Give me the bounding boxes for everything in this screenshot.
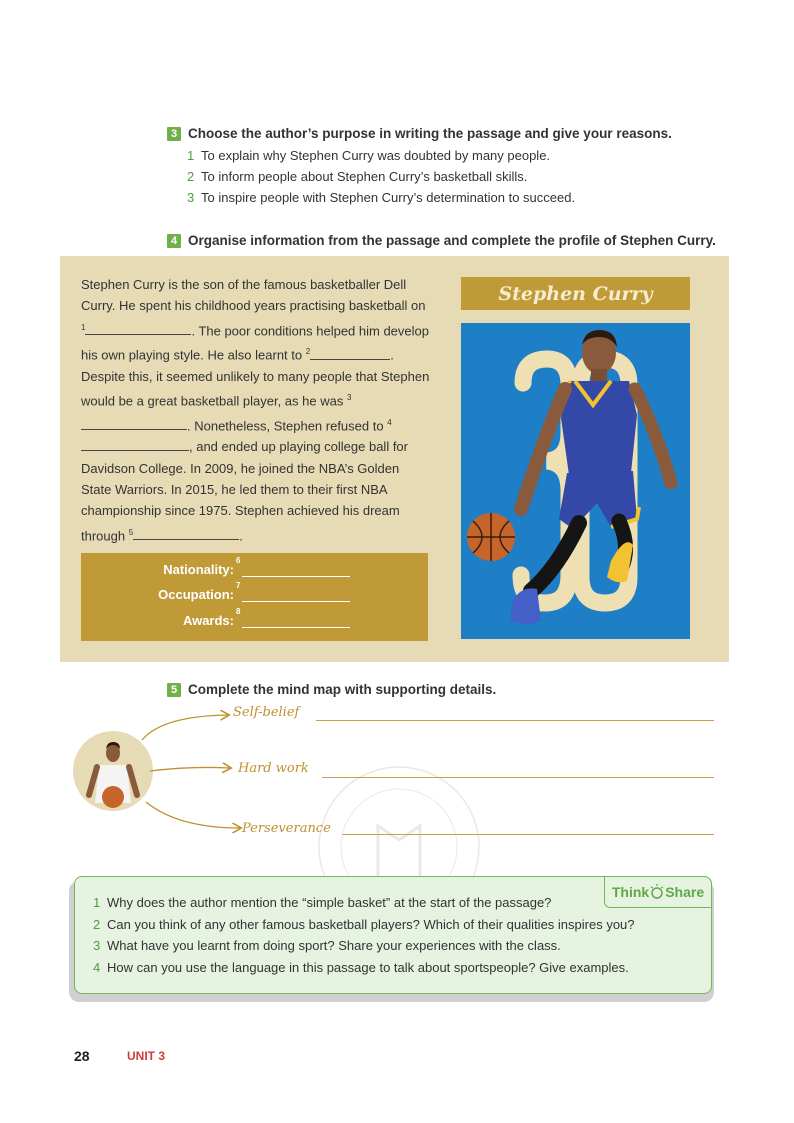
mind-map-connectors [0,700,794,840]
option-item: 3 To inspire people with Stephen Curry’s determination to succeed. [187,190,576,205]
section-heading-text: Choose the author’s purpose in writing the passage and give your reasons. [188,126,672,141]
section-number-badge: 5 [167,683,181,697]
blank-1[interactable] [85,321,191,335]
profile-passage: Stephen Curry is the son of the famous basketballer Dell Curry. He spent his childhood years practising basketball on $^1$ . The poor conditions helped him develop his own playing style. He also learnt to $^2$ . Despite this, it seemed unlikely to many people that Stephen would be a great basketball player, as he was $^3$. Nonetheless, Stephen refused to $^4$, and ended up playing college ball for Davidson College. In 2009, he joined the NBA’s Golden State Warriors. In 2015, he led them to their first NBA championship since 1975. Stephen achieved his dream through $^5$ . [81,277,430,543]
think-share-questions [93,895,635,981]
facts-box: Nationality: 6 Occupation: 7 Awards: 8 [81,553,428,641]
section-heading-text: Organise information from the passage and complete the profile of Stephen Curry. [188,233,716,248]
blank-2[interactable] [310,346,390,360]
answer-line[interactable] [322,777,714,778]
blank-4[interactable] [81,437,189,451]
fact-blank[interactable]: 7 [242,587,350,602]
unit-label: UNIT 3 [127,1049,166,1063]
answer-line[interactable] [342,834,714,835]
question-item: 1 Why does the author mention the “simple basket” at the start of the passage? [93,895,552,910]
answer-line[interactable] [316,720,714,721]
profile-name-banner: Stephen Curry [461,277,690,310]
section-number-badge: 4 [167,234,181,248]
question-item: 3 What have you learnt from doing sport? Share your experiences with the class. [93,938,561,953]
lightbulb-icon [650,883,664,901]
section-4-heading [167,233,716,248]
option-item: 2 To inform people about Stephen Curry’s basketball skills. [187,169,528,184]
question-item: 4 How can you use the language in this passage to talk about sportspeople? Give examples. [93,959,629,975]
blank-5[interactable] [133,526,239,540]
think-share-title: Think Share [604,876,712,908]
player-illustration [461,323,690,639]
section-number-badge: 3 [167,127,181,141]
purpose-options [187,148,575,211]
fact-blank[interactable]: 8 [242,613,350,628]
player-photo [461,323,690,639]
question-item: 2 Can you think of any other famous basketball players? Which of their qualities inspires you? [93,916,635,932]
section-3-heading [167,126,672,141]
branch-label-hard-work: Hard work [238,761,309,776]
section-5-heading [167,682,496,697]
page-number: 28 [74,1048,90,1064]
blank-3[interactable] [81,416,187,430]
option-item: 1 To explain why Stephen Curry was doubted by many people. [187,148,551,163]
fact-blank[interactable]: 6 [242,562,350,577]
branch-label-perseverance: Perseverance [242,821,331,836]
branch-label-self-belief: Self-belief [233,705,300,720]
section-heading-text: Complete the mind map with supporting details. [188,682,497,697]
